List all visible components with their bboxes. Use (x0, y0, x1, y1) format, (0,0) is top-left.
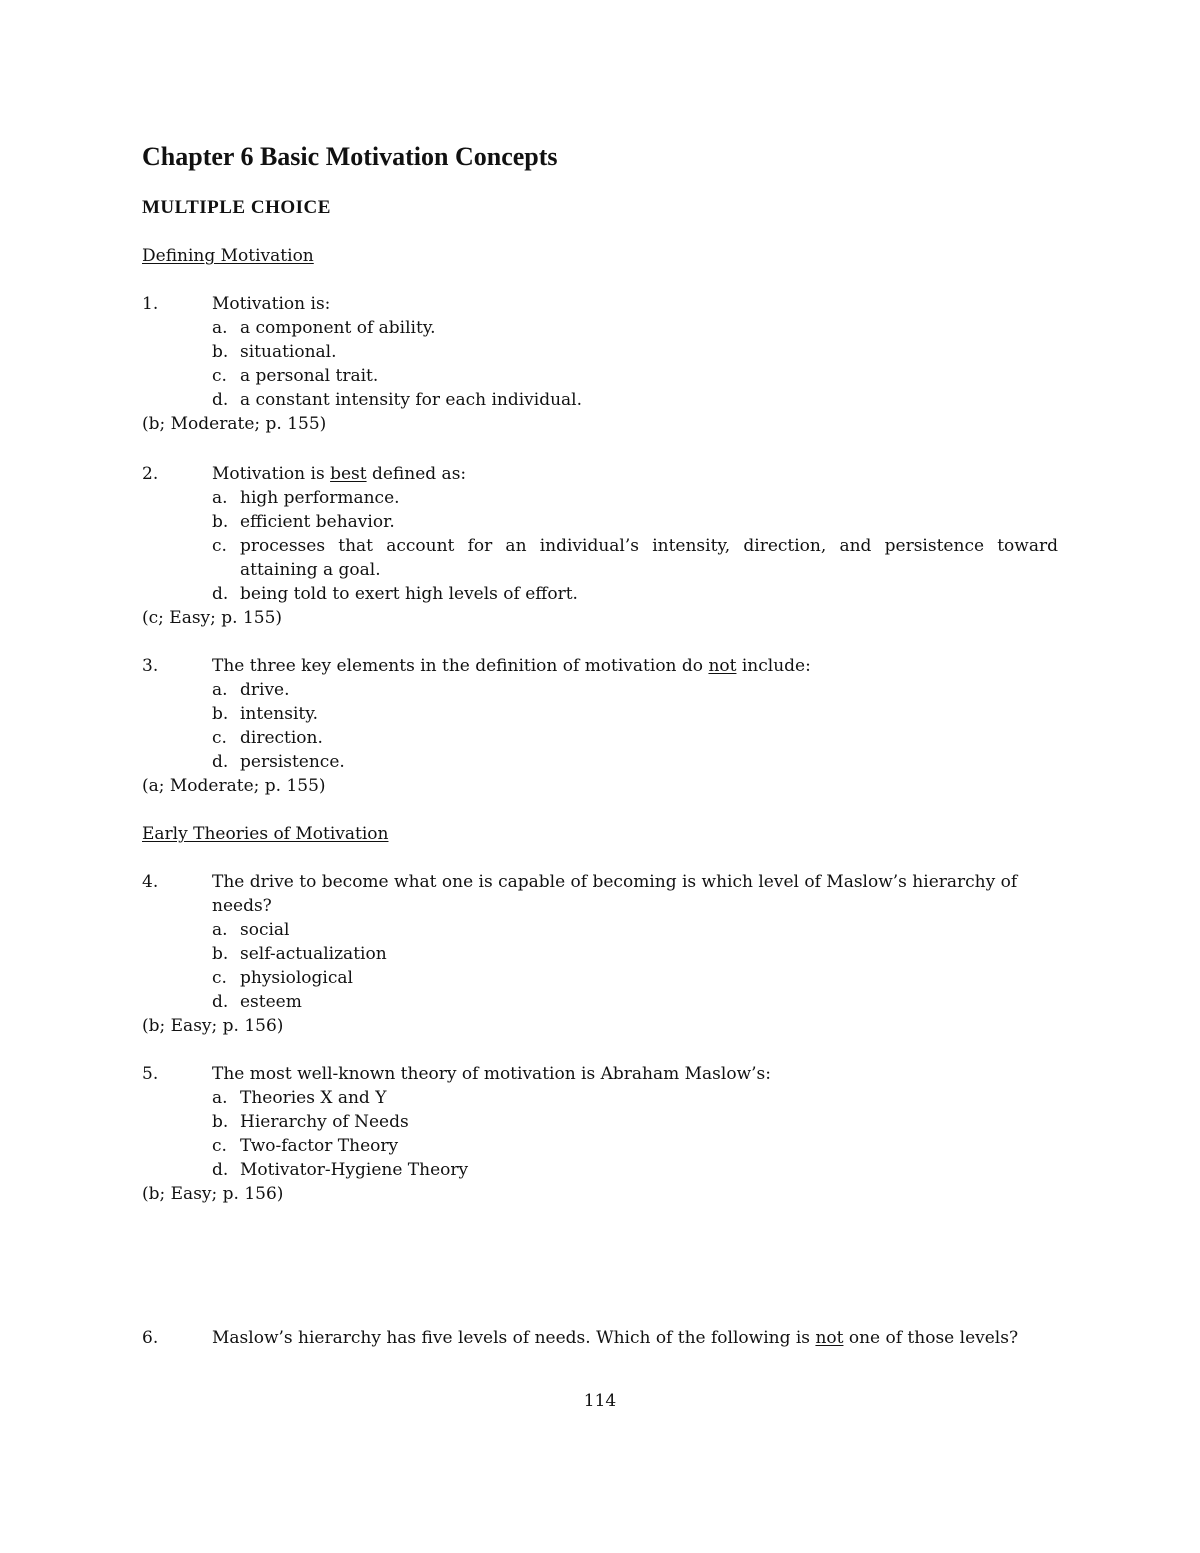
subsection-heading-defining: Defining Motivation (142, 246, 314, 266)
question-number: 1. (142, 294, 159, 314)
answer-key: (b; Moderate; p. 155) (142, 414, 327, 434)
option-b: b. situational. (212, 342, 337, 362)
option-d: d. a constant intensity for each individual. (212, 390, 583, 410)
option-b: b. self-actualization (212, 944, 387, 964)
question-number: 2. (142, 464, 159, 484)
option-c: c. processes that account for an individual’s intensity, direction, and persistence toward attaining a goal. (212, 536, 1058, 580)
option-d: d. persistence. (212, 752, 345, 772)
option-c: c. a personal trait. (212, 366, 379, 386)
answer-key: (c; Easy; p. 155) (142, 608, 283, 628)
option-b: b. efficient behavior. (212, 512, 395, 532)
question-6 (142, 1326, 1058, 1350)
option-c: c. Two-factor Theory (212, 1136, 399, 1156)
emphasis-underline: not (708, 656, 737, 676)
emphasis-underline: best (330, 464, 367, 484)
question-number: 4. (142, 872, 159, 892)
option-a: a. social (212, 920, 290, 940)
question-number: 5. (142, 1064, 159, 1084)
question-stem: Motivation is best defined as: (212, 464, 467, 484)
option-a: a. high performance. (212, 488, 400, 508)
answer-key: (a; Moderate; p. 155) (142, 776, 326, 796)
option-a: a. drive. (212, 680, 290, 700)
question-stem: The most well-known theory of motivation is Abraham Maslow’s: (212, 1064, 771, 1084)
question-number: 3. (142, 656, 159, 676)
subsection-heading-early: Early Theories of Motivation (142, 824, 389, 844)
option-c: c. direction. (212, 728, 323, 748)
page-number: 114 (583, 1391, 617, 1411)
question-1 (142, 292, 1058, 436)
question-number: 6. (142, 1328, 159, 1348)
question-5 (142, 1062, 1058, 1206)
question-stem: The drive to become what one is capable of becoming is which level of Maslow’s hierarchy of needs? (212, 872, 1018, 916)
section-heading: MULTIPLE CHOICE (142, 197, 331, 218)
chapter-title: Chapter 6 Basic Motivation Concepts (142, 142, 558, 171)
option-d: d. esteem (212, 992, 302, 1012)
question-stem: The three key elements in the definition of motivation do not include: (212, 656, 811, 676)
option-d: d. Motivator-Hygiene Theory (212, 1160, 469, 1180)
question-2 (142, 462, 1058, 630)
option-d: d. being told to exert high levels of effort. (212, 584, 578, 604)
option-b: b. intensity. (212, 704, 318, 724)
question-3 (142, 654, 1058, 798)
answer-key: (b; Easy; p. 156) (142, 1184, 284, 1204)
option-b: b. Hierarchy of Needs (212, 1112, 409, 1132)
answer-key: (b; Easy; p. 156) (142, 1016, 284, 1036)
question-stem: Motivation is: (212, 294, 331, 314)
question-stem: Maslow’s hierarchy has five levels of needs. Which of the following is not one of those levels? (212, 1328, 1019, 1348)
option-c: c. physiological (212, 968, 353, 988)
emphasis-underline: not (815, 1328, 844, 1348)
option-a: a. a component of ability. (212, 318, 436, 338)
question-4 (142, 870, 1058, 1038)
option-a: a. Theories X and Y (212, 1088, 387, 1108)
